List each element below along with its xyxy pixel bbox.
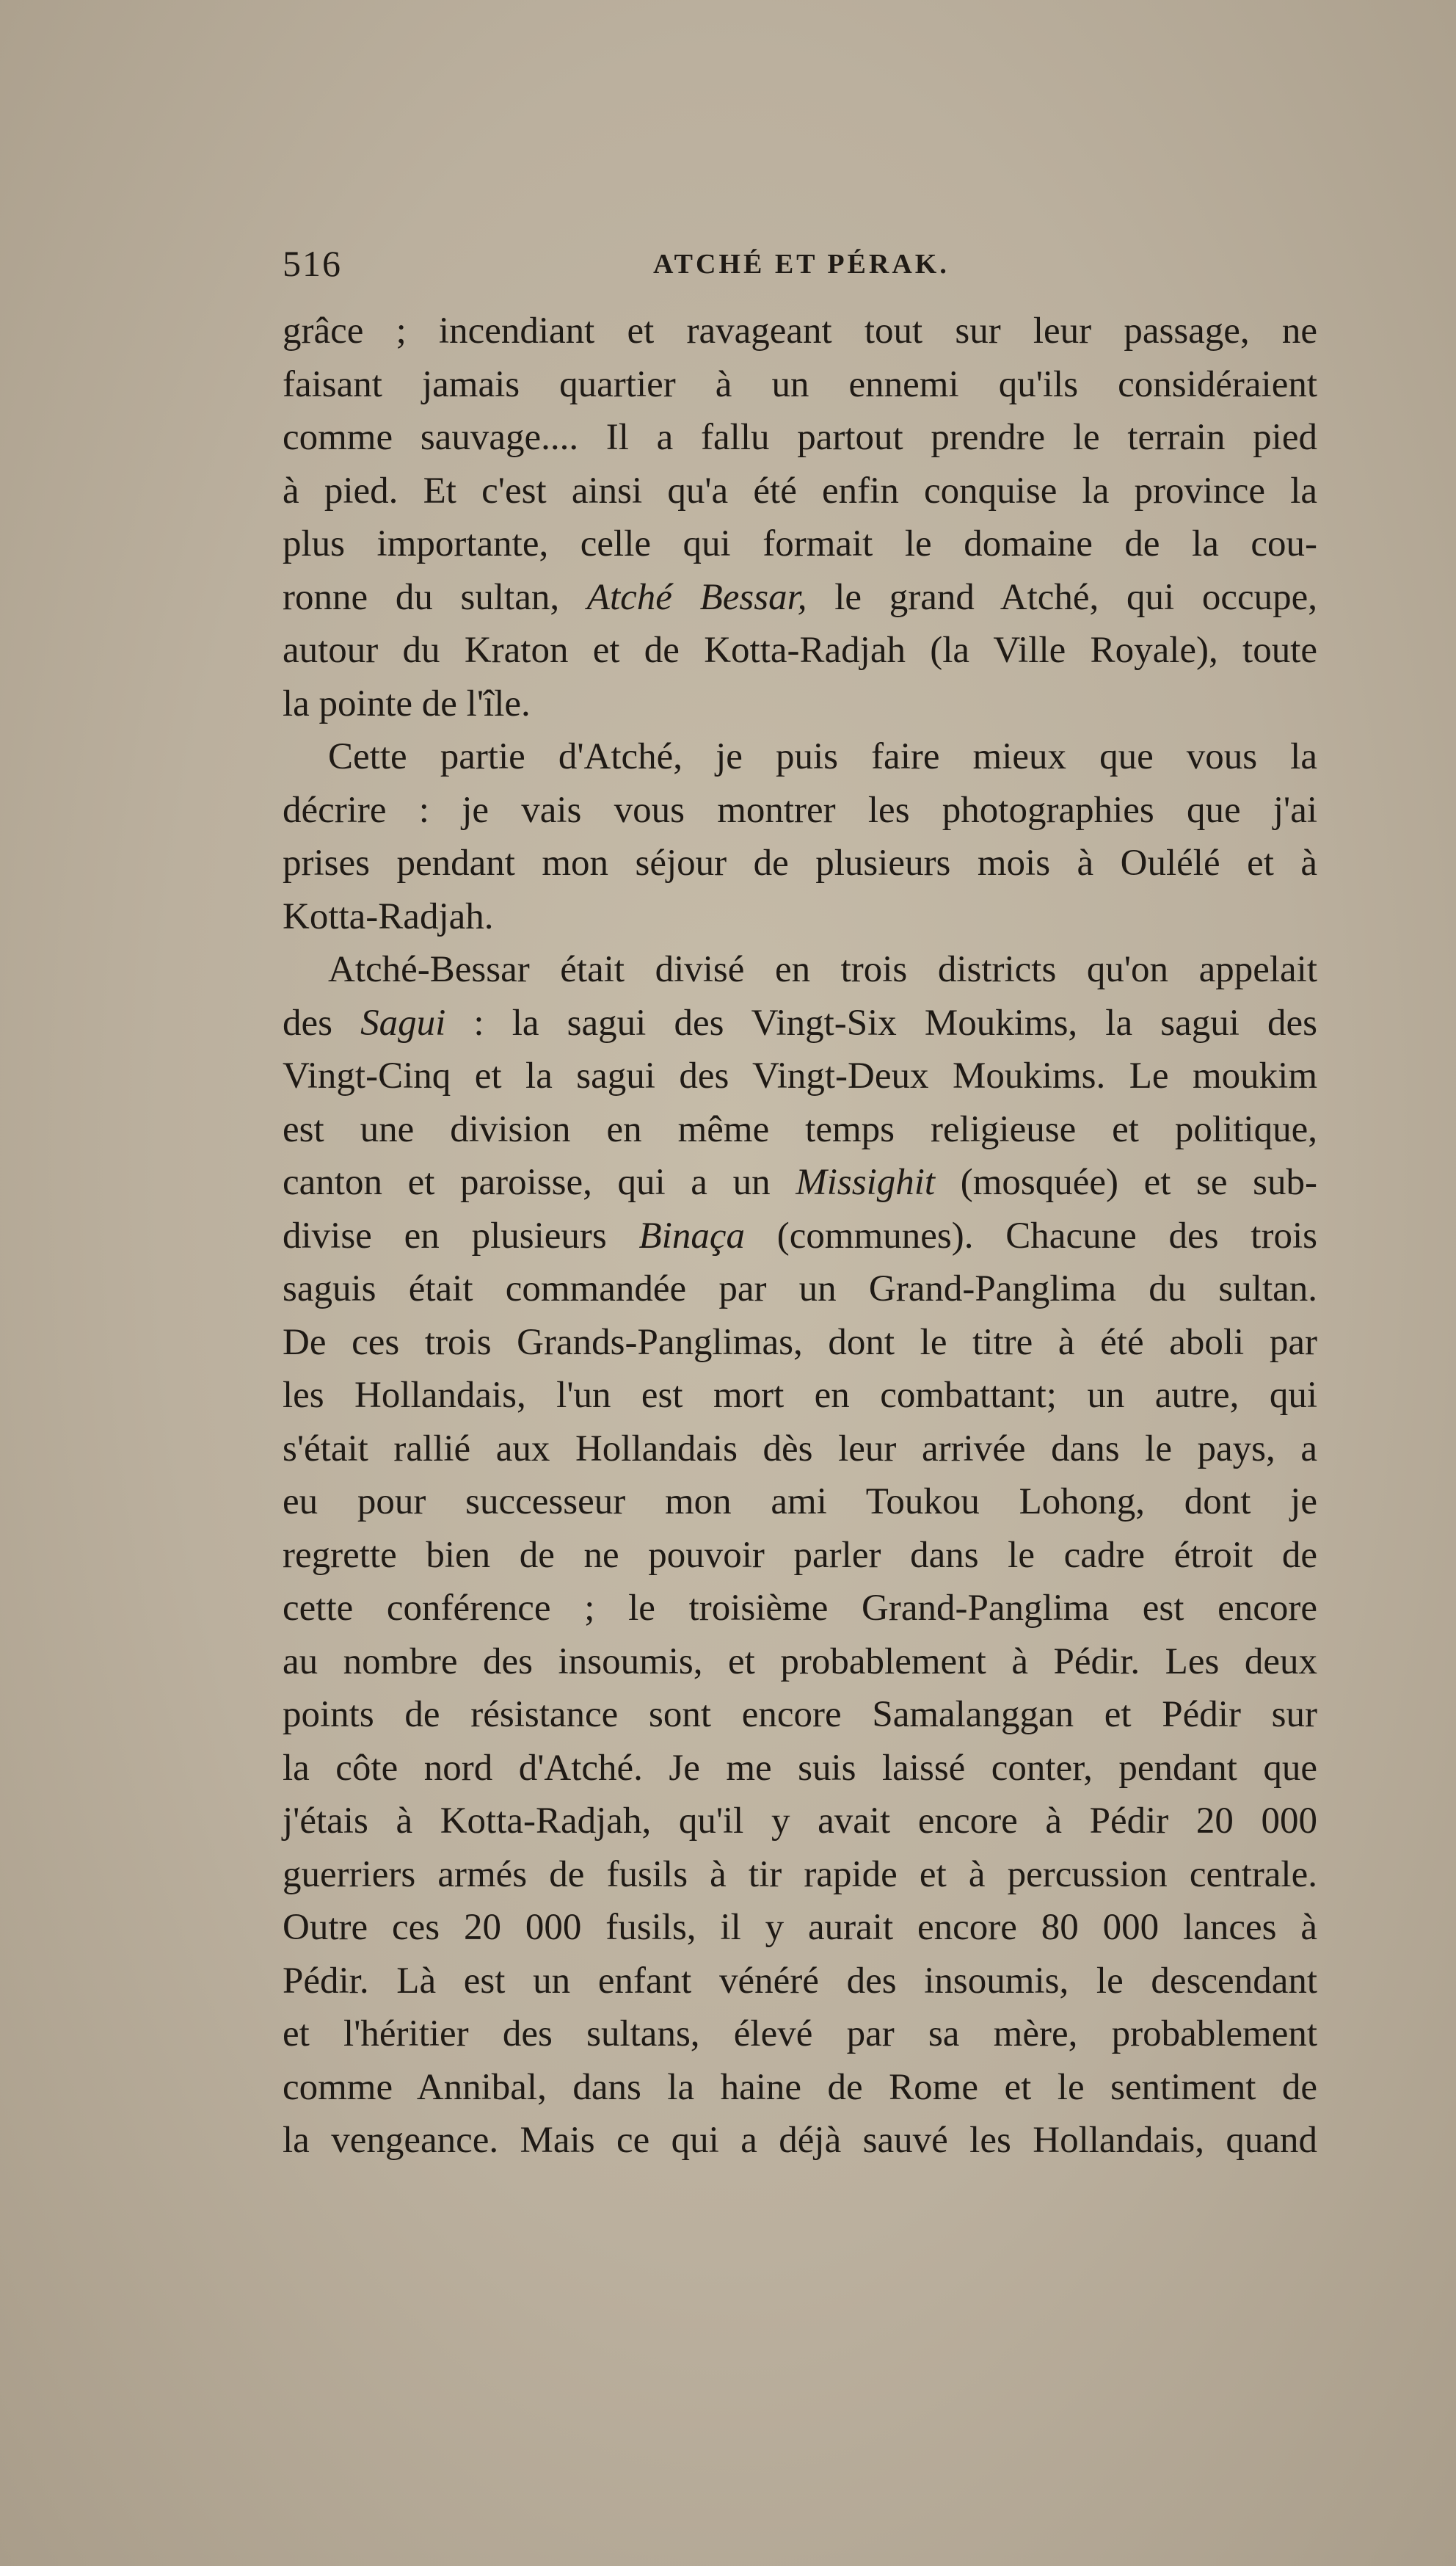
text-line: la vengeance. Mais ce qui a déjà sauvé les Hollandais, quand <box>283 2120 1317 2161</box>
text-line: autour du Kraton et de Kotta-Radjah (la Ville Royale), toute <box>283 630 1317 671</box>
text-line: grâce ; incendiant et ravageant tout sur leur passage, ne <box>283 310 1317 352</box>
text-line: comme Annibal, dans la haine de Rome et le sentiment de <box>283 2066 1317 2108</box>
text-line: prises pendant mon séjour de plusieurs mois à Oulélé et à <box>283 843 1317 884</box>
italic-term: Missighit <box>796 1162 936 1203</box>
text-line: décrire : je vais vous montrer les photographies que j'ai <box>283 789 1317 831</box>
text-line: est une division en même temps religieuse et politique, <box>283 1108 1317 1150</box>
text-line: canton et paroisse, qui a un Missighit (mosquée) et se sub- <box>283 1162 1317 1203</box>
text-line: cette conférence ; le troisième Grand-Panglima est encore <box>283 1588 1317 1629</box>
body-text <box>283 305 1317 2167</box>
text-line: points de résistance sont encore Samalanggan et Pédir sur <box>283 1694 1317 1735</box>
text-line: Cette partie d'Atché, je puis faire mieux que vous la <box>328 736 1317 777</box>
text-line: les Hollandais, l'un est mort en combattant; un autre, qui <box>283 1375 1317 1416</box>
page-header <box>283 242 1317 294</box>
text-line: et l'héritier des sultans, élevé par sa mère, probablement <box>283 2013 1317 2054</box>
italic-term: Atché Bessar, <box>586 576 807 618</box>
text-line: guerriers armés de fusils à tir rapide et à percussion centrale. <box>283 1853 1317 1895</box>
text-line: plus importante, celle qui formait le domaine de la cou- <box>283 523 1317 564</box>
text-line: Vingt-Cinq et la sagui des Vingt-Deux Moukims. Le moukim <box>283 1055 1317 1097</box>
text-line: ronne du sultan, Atché Bessar, le grand Atché, qui occupe, <box>283 576 1317 618</box>
text-line: au nombre des insoumis, et probablement à Pédir. Les deux <box>283 1640 1317 1682</box>
text-line: j'étais à Kotta-Radjah, qu'il y avait encore à Pédir 20 000 <box>283 1800 1317 1842</box>
text-line: faisant jamais quartier à un ennemi qu'ils considéraient <box>283 363 1317 405</box>
page-number: 516 <box>283 243 342 284</box>
text-line: à pied. Et c'est ainsi qu'a été enfin conquise la province la <box>283 470 1317 512</box>
text-line: Outre ces 20 000 fusils, il y aurait encore 80 000 lances à <box>283 1907 1317 1948</box>
text-line: Kotta-Radjah. <box>283 895 494 937</box>
text-line: Atché-Bessar était divisé en trois districts qu'on appelait <box>328 949 1317 990</box>
italic-term: Binaça <box>638 1215 745 1257</box>
text-line: divise en plusieurs Binaça (communes). Chacune des trois <box>283 1215 1317 1257</box>
text-line: comme sauvage.... Il a fallu partout prendre le terrain pied <box>283 417 1317 458</box>
text-line: la côte nord d'Atché. Je me suis laissé conter, pendant que <box>283 1747 1317 1789</box>
text-line: s'était rallié aux Hollandais dès leur arrivée dans le pays, a <box>283 1428 1317 1469</box>
text-line: des Sagui : la sagui des Vingt-Six Moukims, la sagui des <box>283 1002 1318 1044</box>
text-line: De ces trois Grands-Panglimas, dont le titre à été aboli par <box>283 1321 1317 1363</box>
running-title: ATCHÉ ET PÉRAK. <box>653 249 950 280</box>
text-line: saguis était commandée par un Grand-Panglima du sultan. <box>283 1268 1317 1309</box>
text-line: regrette bien de ne pouvoir parler dans le cadre étroit de <box>283 1534 1317 1576</box>
text-line: eu pour successeur mon ami Toukou Lohong, dont je <box>283 1481 1317 1522</box>
text-line: Pédir. Là est un enfant vénéré des insoumis, le descendant <box>283 1960 1317 2002</box>
text-line: la pointe de l'île. <box>283 683 531 724</box>
italic-term: Sagui <box>360 1002 446 1044</box>
